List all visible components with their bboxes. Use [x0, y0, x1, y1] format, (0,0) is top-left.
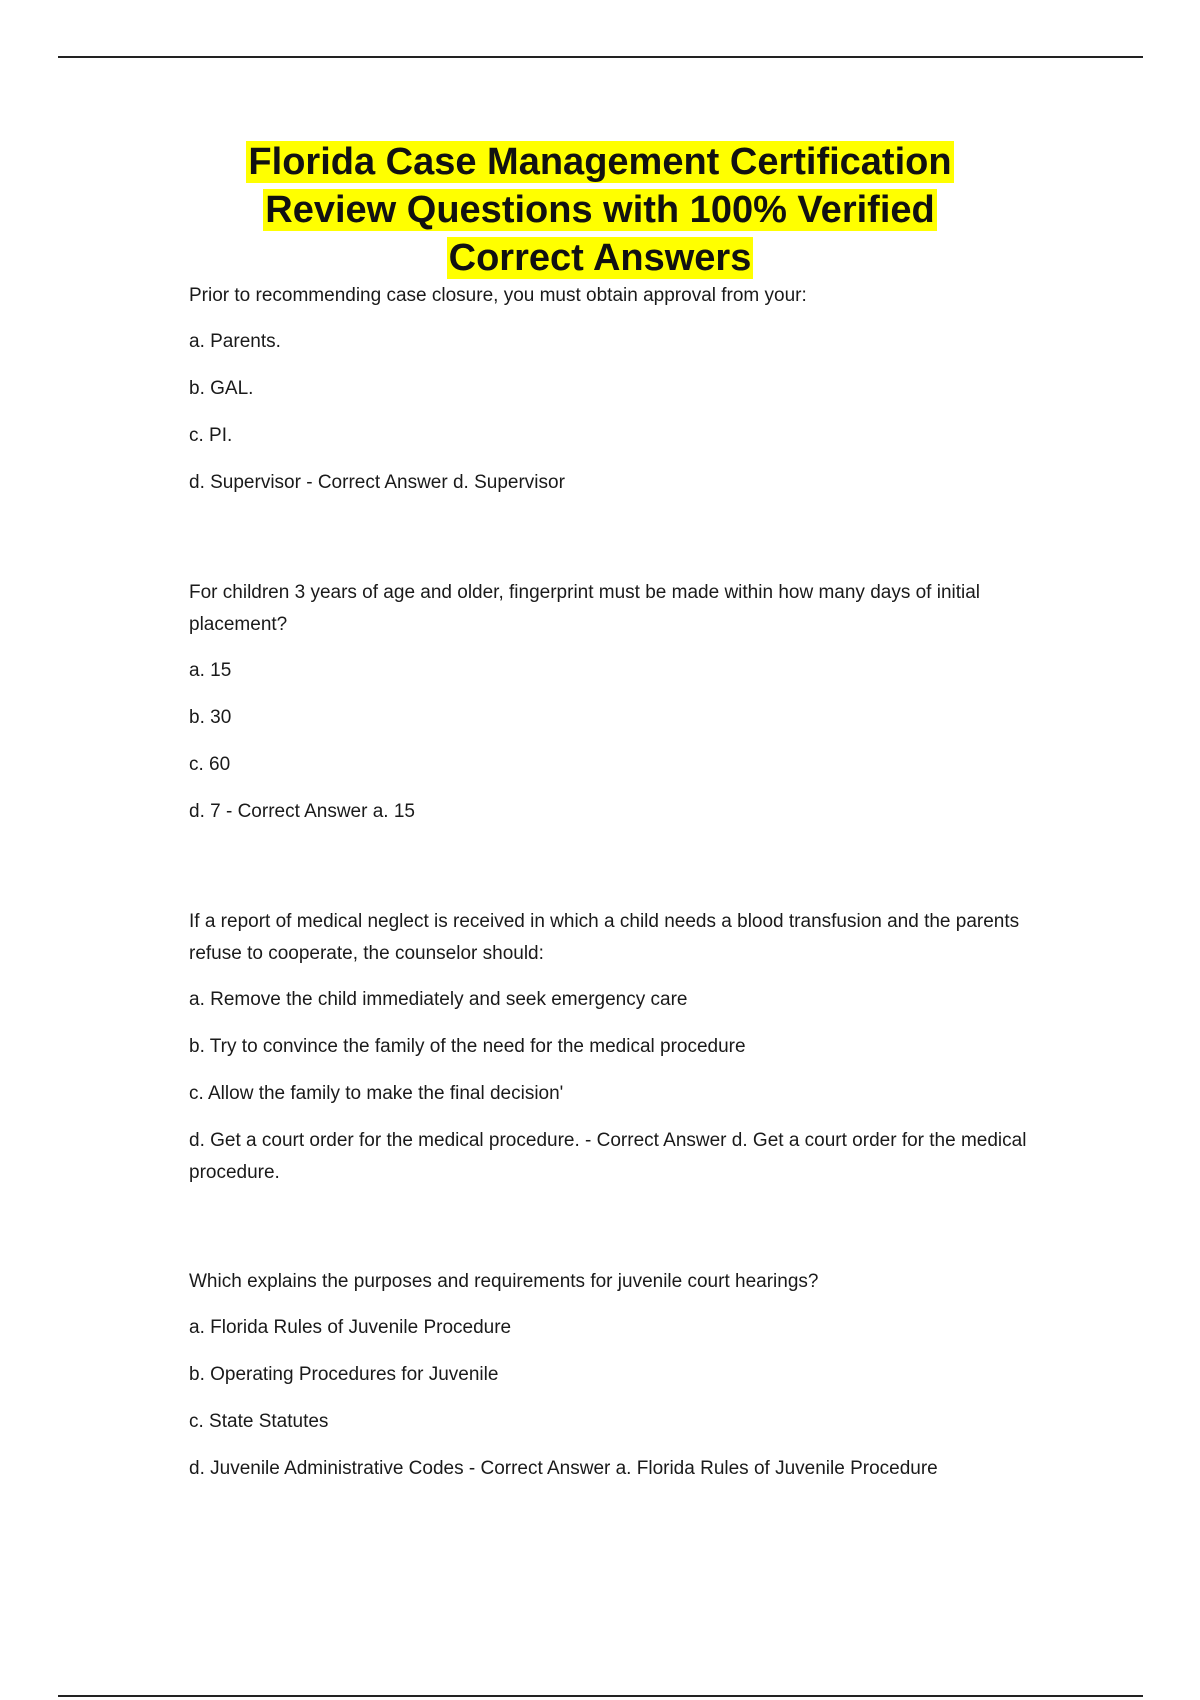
answer-option: a. Florida Rules of Juvenile Procedure [189, 1317, 512, 1338]
question-block-2 [189, 577, 1049, 828]
question-text: If a report of medical neglect is received in which a child needs a blood transfusion and the parents refuse to cooperate, the counselor should: [189, 911, 1020, 964]
answer-option: c. State Statutes [189, 1411, 329, 1432]
question-block-1 [189, 280, 1049, 499]
answer-option: d. Supervisor - Correct Answer d. Supervisor [189, 472, 565, 493]
question-text: Prior to recommending case closure, you must obtain approval from your: [189, 285, 807, 306]
bottom-divider [58, 1695, 1143, 1697]
document-title [0, 138, 1200, 282]
title-line-1: Florida Case Management Certification [248, 141, 952, 183]
answer-option: c. 60 [189, 754, 231, 775]
question-block-4 [189, 1266, 1049, 1485]
title-line-3: Correct Answers [448, 237, 752, 279]
answer-option: a. Parents. [189, 331, 281, 352]
answer-option: c. Allow the family to make the final decision' [189, 1083, 564, 1104]
spacer [189, 514, 1049, 577]
question-text: Which explains the purposes and requirements for juvenile court hearings? [189, 1271, 819, 1292]
answer-option: c. PI. [189, 425, 233, 446]
question-list [189, 280, 1049, 1500]
question-text: For children 3 years of age and older, fingerprint must be made within how many days of initial placement? [189, 582, 981, 635]
answer-option: b. Operating Procedures for Juvenile [189, 1364, 499, 1385]
answer-option: b. 30 [189, 707, 232, 728]
answer-option: a. Remove the child immediately and seek emergency care [189, 989, 688, 1010]
answer-option: d. Juvenile Administrative Codes - Correct Answer a. Florida Rules of Juvenile Procedure [189, 1458, 938, 1479]
top-divider [58, 56, 1143, 58]
spacer [189, 843, 1049, 906]
title-line-2: Review Questions with 100% Verified [265, 189, 935, 231]
answer-option: d. 7 - Correct Answer a. 15 [189, 801, 415, 822]
answer-option: d. Get a court order for the medical procedure. - Correct Answer d. Get a court order for the medical procedure. [189, 1130, 1027, 1183]
spacer [189, 1204, 1049, 1266]
answer-option: a. 15 [189, 660, 232, 681]
answer-option: b. Try to convince the family of the need for the medical procedure [189, 1036, 746, 1057]
question-block-3 [189, 906, 1049, 1189]
answer-option: b. GAL. [189, 378, 254, 399]
